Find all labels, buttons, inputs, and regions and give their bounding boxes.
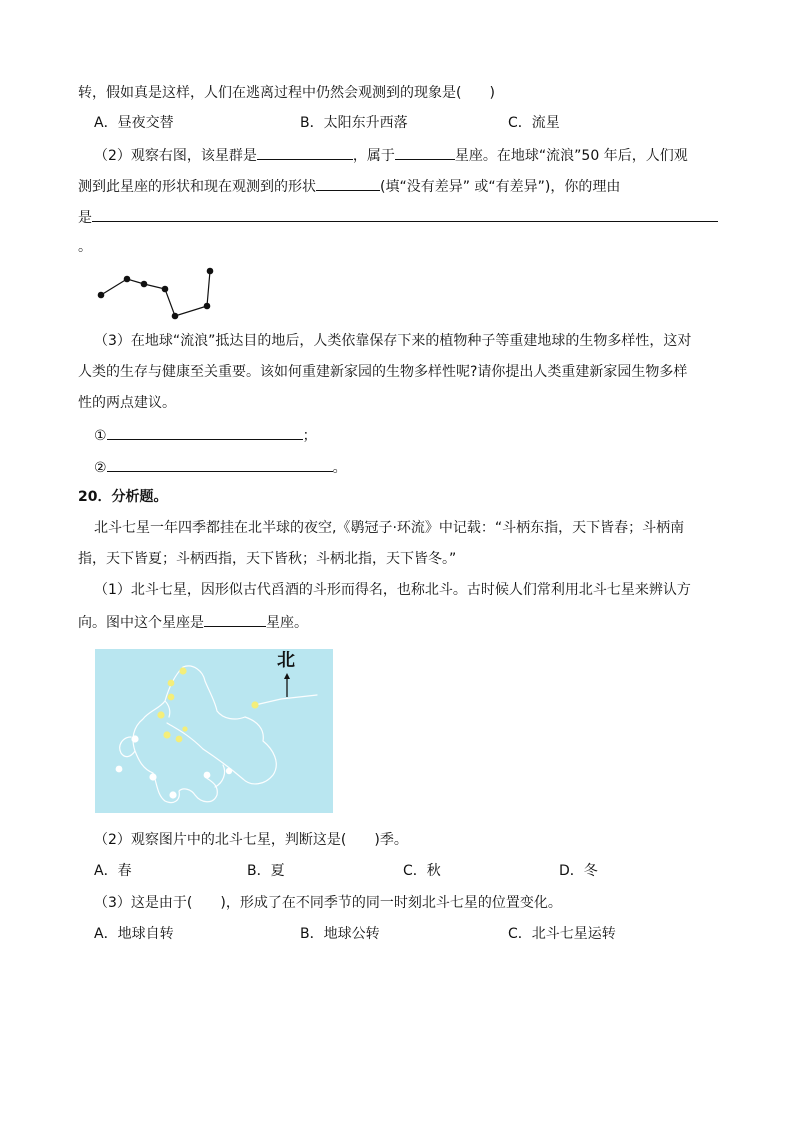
suggestion-2-number: ② <box>94 460 107 476</box>
big-dipper-constellation-blank[interactable] <box>204 611 266 627</box>
q20-part3-line: （3）这是由于( )，形成了在不同季节的同一时刻北斗七星的位置变化。 <box>94 895 562 911</box>
q20-intro-line2: 指，天下皆夏；斗柄西指，天下皆秋；斗柄北指，天下皆冬。” <box>78 551 457 567</box>
q20-part1-text-b: 星座。 <box>266 615 308 631</box>
suggestion-1-number: ① <box>94 428 107 444</box>
q20-part3-option-a: A．地球自转 <box>94 926 174 942</box>
big-dipper-stars <box>157 667 258 742</box>
q20-part1-text-a: 向。图中这个星座是 <box>78 615 204 631</box>
q19-part2-text-e: (填“没有差异” 或“有差异”)，你的理由 <box>380 179 621 195</box>
north-label: 北 <box>277 650 295 671</box>
ursa-major-drawing <box>95 649 333 813</box>
q19-part2-line1 <box>94 144 688 166</box>
shape-difference-blank[interactable] <box>316 175 380 191</box>
q19-part3-line3: 性的两点建议。 <box>78 395 176 411</box>
ursa-major-figure <box>95 649 333 813</box>
suggestion-1-blank[interactable] <box>107 424 303 440</box>
suggestion-2-line <box>94 456 347 478</box>
q19-part2-text-f: 是 <box>78 210 92 226</box>
q20-part3-option-c: C．北斗七星运转 <box>508 926 616 942</box>
q20-part2-option-d: D．冬 <box>559 863 598 879</box>
suggestion-1-end: ； <box>302 428 317 444</box>
q20-part2-option-a: A．春 <box>94 863 132 879</box>
star-dot <box>207 268 214 275</box>
suggestion-1-line <box>94 424 317 446</box>
q19-part2-line3 <box>78 206 718 228</box>
q19-part3-line1: （3）在地球“流浪”抵达目的地后，人类依靠保存下来的植物种子等重建地球的生物多样性，这对 <box>94 333 692 349</box>
q19-part2-line4: 。 <box>78 239 92 255</box>
star-dot <box>162 286 169 293</box>
constellation-name-blank[interactable] <box>395 144 455 160</box>
q19-part3-line2: 人类的生存与健康至关重要。该如何重建新家园的生物多样性呢?请你提出人类重建新家园生物多样 <box>78 364 688 380</box>
suggestion-2-end: 。 <box>332 460 347 476</box>
q20-title: 20．分析题。 <box>78 489 168 505</box>
star-dot <box>172 313 179 320</box>
q19-part2-text-b: ，属于 <box>352 148 395 164</box>
q20-intro-line1: 北斗七星一年四季都挂在北半球的夜空,《鹖冠子·环流》中记载：“斗柄东指，天下皆春；斗柄南 <box>94 520 685 536</box>
star-dot <box>124 276 131 283</box>
q20-part2-line: （2）观察图片中的北斗七星，判断这是( )季。 <box>94 832 408 848</box>
q20-part2-option-b: B．夏 <box>247 863 285 879</box>
q19-intro-line: 转，假如真是这样，人们在逃离过程中仍然会观测到的现象是( ) <box>78 85 495 101</box>
constellation-group-blank[interactable] <box>257 144 353 160</box>
star-dot <box>141 281 148 288</box>
q20-part1-line1: （1）北斗七星，因形似古代舀酒的斗形而得名，也称北斗。古时候人们常利用北斗七星来辨认方 <box>94 582 691 598</box>
q19-option-c: C．流星 <box>508 115 560 131</box>
q19-option-a: A．昼夜交替 <box>94 115 174 131</box>
q19-part2-text-a: （2）观察右图，该星群是 <box>94 148 257 164</box>
q19-part2-text-d: 测到此星座的形状和现在观测到的形状 <box>78 179 316 195</box>
suggestion-2-blank[interactable] <box>107 456 333 472</box>
star-group-lines <box>101 271 210 316</box>
star-dot <box>98 292 105 299</box>
q19-option-b: B．太阳东升西落 <box>300 115 408 131</box>
north-arrow-icon <box>280 672 294 698</box>
dipper-handle-stars <box>182 726 187 731</box>
star-dot <box>204 303 211 310</box>
q20-part3-option-b: B．地球公转 <box>300 926 380 942</box>
star-group-figure <box>90 262 224 324</box>
q19-part2-line2 <box>78 175 620 197</box>
reason-blank[interactable] <box>92 206 718 222</box>
q20-part1-line2 <box>78 611 308 633</box>
q19-part2-text-c: 星座。在地球“流浪”50 年后，人们观 <box>454 148 688 164</box>
q20-part2-option-c: C．秋 <box>403 863 441 879</box>
